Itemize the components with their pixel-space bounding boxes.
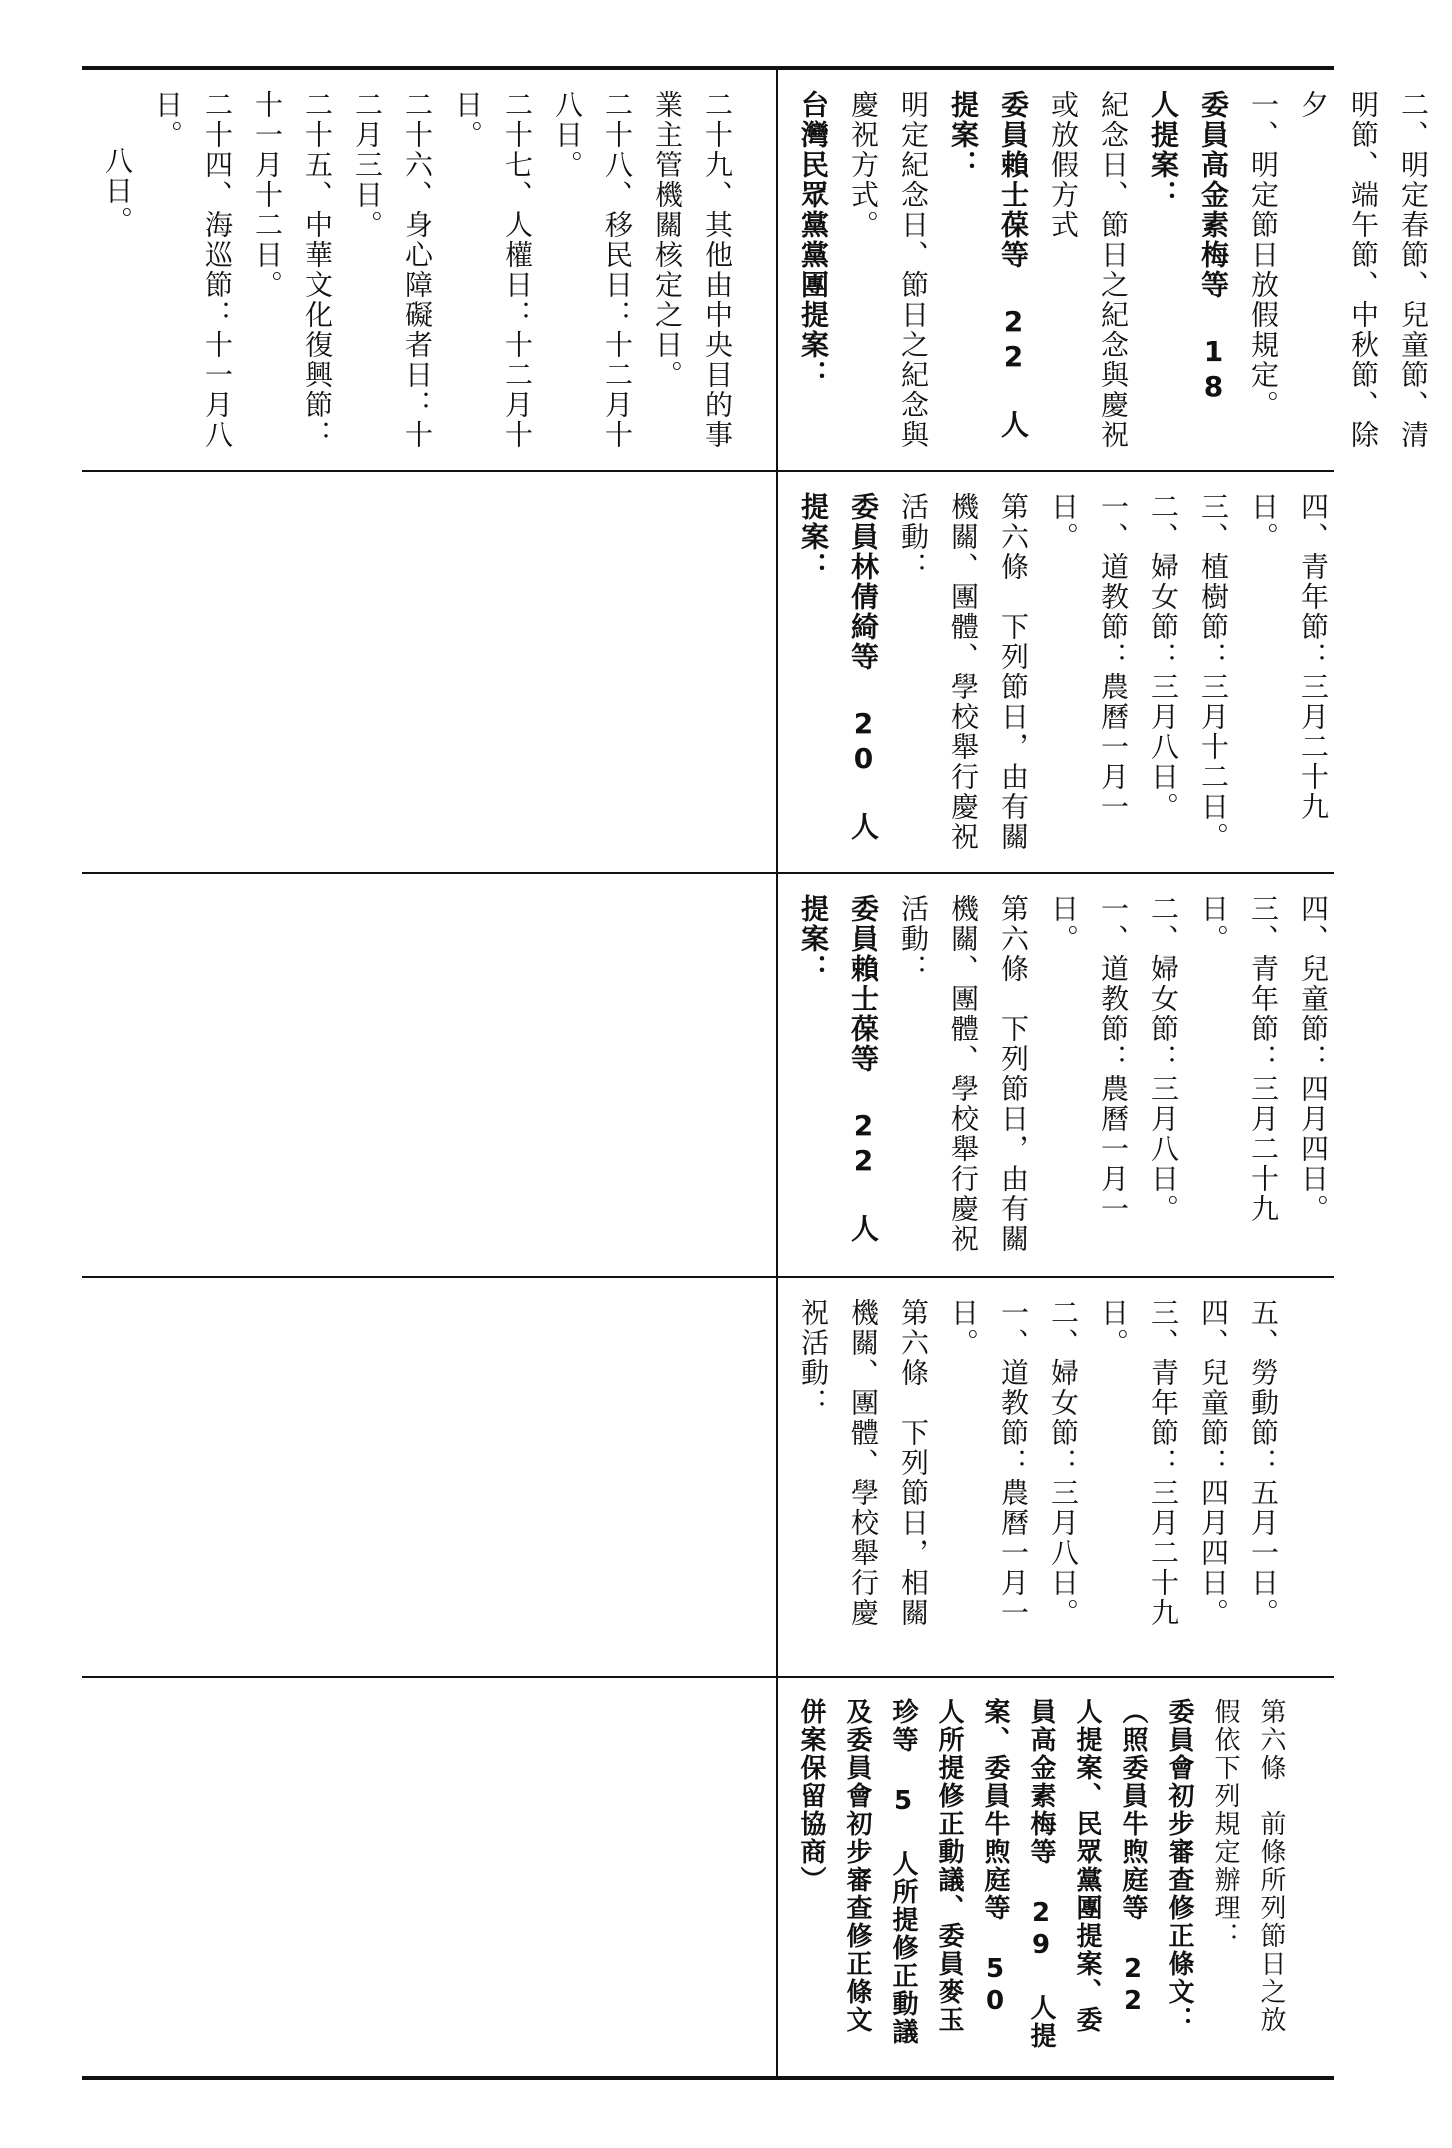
table-bottom-border [82, 2076, 1334, 2080]
text-line: 一、明定節日放假規定。 [1247, 90, 1280, 420]
text-line: 二十九、其他由中央目的事業主管機關核定之日。 [651, 90, 734, 450]
text-line: 二十六、身心障礙者日：十二月三日。 [351, 90, 434, 450]
text-line: 四、兒童節：四月四日。 [1297, 894, 1330, 1224]
text-line: 二十四、海巡節：十一月八日。 [151, 90, 234, 450]
row-4-right-cell [778, 1278, 1334, 1676]
text-line: 四、兒童節：四月四日。 [1197, 1298, 1230, 1628]
row-3-right-cell [778, 874, 1334, 1276]
text-line: 三、青年節：三月二十九日。 [1197, 894, 1280, 1224]
row-1-right-cell [778, 70, 1430, 470]
text-line: 三、青年節：三月二十九日。 [1097, 1298, 1180, 1628]
text-line: 一、道教節：農曆一月一日。 [1047, 894, 1130, 1224]
text-line: 二、婦女節：三月八日。 [1147, 492, 1180, 822]
text-line: 二十五、中華文化復興節：十一月十二日。 [251, 90, 334, 450]
row-2-right-text [778, 472, 1352, 872]
text-line: 第六條 前條所列節日之放假依下列規定辦理： [1210, 1698, 1286, 2034]
text-line: 二十七、人權日：十二月十日。 [451, 90, 534, 450]
text-line: 八日。 [101, 146, 134, 236]
row-4-left-cell [82, 1278, 774, 1676]
text-line: 二、婦女節：三月八日。 [1047, 1298, 1080, 1628]
row-4-right-text [778, 1278, 1302, 1676]
row-1-left-cell [82, 70, 774, 470]
text-line: 三、植樹節：三月十二日。 [1197, 492, 1230, 852]
row-2-right-cell [778, 472, 1334, 872]
proposal-heading: 委員會初步審查修正條文： [1164, 1698, 1194, 2034]
text-line: 明定紀念日、節日之紀念與慶祝方式。 [847, 90, 930, 450]
proposal-heading: （照委員牛煦庭等 22 人提案、民眾黨團提案、委員高金素梅等 29 人提案、委員牛煦庭等 50 人所提修正動議、委員麥玉珍等 5 人所提修正動議及委員會初步審查修正條文併案保留協商） [796, 1698, 1148, 2050]
row-1-left-text [82, 70, 756, 470]
text-line: 第六條 下列節日，由有關機關、團體、學校舉行慶祝活動： [897, 894, 1030, 1254]
text-line: 紀念日、節日之紀念與慶祝或放假方式 [1047, 90, 1130, 450]
proposal-heading: 委員賴士葆等 22 人提案： [797, 894, 880, 1244]
text-line: 二十八、移民日：十二月十八日。 [551, 90, 634, 450]
proposal-heading: 委員林倩綺等 20 人提案： [797, 492, 880, 842]
row-1-right-text [778, 70, 1452, 470]
row-5-right-cell [778, 1678, 1334, 2076]
proposal-heading: 台灣民眾黨黨團提案： [797, 90, 830, 390]
text-line: 四、青年節：三月二十九日。 [1247, 492, 1330, 822]
row-3-right-text [778, 874, 1352, 1276]
proposal-heading: 委員高金素梅等 18 人提案： [1147, 90, 1230, 405]
text-line: 第六條 下列節日，相關機關、團體、學校舉行慶祝活動： [797, 1298, 930, 1628]
proposal-heading: 委員賴士葆等 22 人提案： [947, 90, 1030, 440]
text-line: 一、道教節：農曆一月一日。 [947, 1298, 1030, 1628]
text-line: 二、婦女節：三月八日。 [1147, 894, 1180, 1224]
text-line: 五、勞動節：五月一日。 [1247, 1298, 1280, 1628]
row-2-left-cell [82, 472, 774, 872]
text-line: 二、明定春節、兒童節、清明節、端午節、中秋節、除夕 [1297, 90, 1430, 450]
row-3-left-cell [82, 874, 774, 1276]
row-5-left-cell [82, 1678, 774, 2076]
text-line: 第六條 下列節日，由有關機關、團體、學校舉行慶祝活動： [897, 492, 1030, 852]
row-5-right-text [778, 1678, 1308, 2076]
text-line: 一、道教節：農曆一月一日。 [1047, 492, 1130, 822]
